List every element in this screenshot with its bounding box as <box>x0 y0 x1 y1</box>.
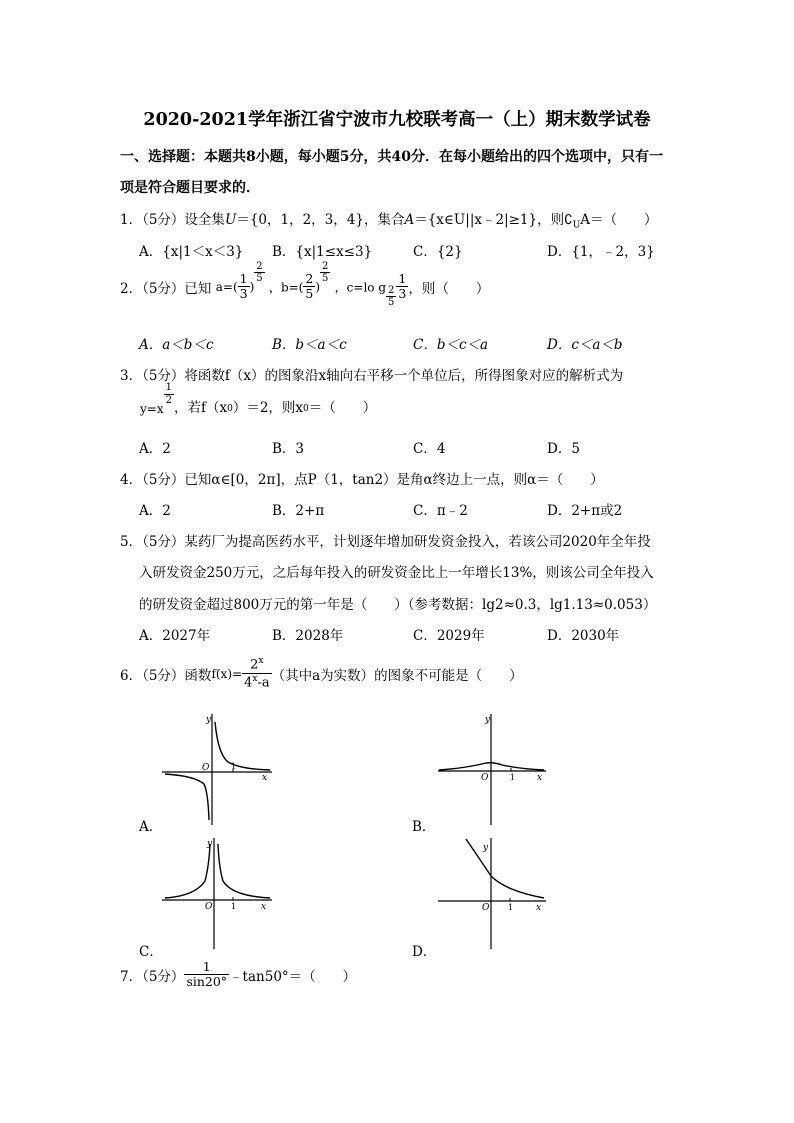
q6-label-c: C． <box>139 944 163 960</box>
graph-c <box>160 836 280 951</box>
q6-end: （其中a为实数）的图象不可能是（ ） <box>271 667 523 684</box>
q2-option-d: D．c＜a＜b <box>547 337 623 353</box>
q7-prefix: 7．（5分） <box>120 968 185 985</box>
q2-end: ，则（ ） <box>408 280 490 297</box>
graph-d-x-label: x <box>536 903 542 913</box>
question-6 <box>120 656 523 702</box>
question-5-line2: 入研发资金250万元，之后每年投入的研发资金比上一年增长13%，则该公司全年投入 <box>139 565 654 581</box>
q6-frac: $\frac{2^x}{4^x-a}$ <box>244 656 270 691</box>
graph-d <box>436 836 551 951</box>
question-3-line1: 3．（5分）将函数f（x）的图象沿x轴向右平移一个单位后，所得图象对应的解析式为 <box>120 368 624 384</box>
q2-b-exp: $\frac{2}{5}$ <box>322 260 329 285</box>
q3-option-b: B．3 <box>272 441 305 457</box>
graph-d-origin: O <box>482 903 490 913</box>
q2-a-lhs: a=( <box>215 279 238 294</box>
q2-a-frac: $\frac{1}{3}$ <box>239 271 248 302</box>
q1-setdef: ＝{x∈U||x﹣2|≥1}，则∁ <box>414 212 573 228</box>
graph-b-y-label: y <box>485 715 491 725</box>
graph-b-origin: O <box>481 773 489 783</box>
question-5-line1: 5．（5分）某药厂为提高医药水平，计划逐年增加研发资金投入，若该公司2020年全年投 <box>120 534 651 550</box>
section-header-line2: 项是符合题目要求的． <box>120 180 260 196</box>
q2-option-b: B．b＜a＜c <box>272 337 347 353</box>
q5-option-d: D．2030年 <box>547 628 620 644</box>
q2-c-base: $\frac{2}{5}$ <box>388 284 395 309</box>
question-1 <box>120 208 658 231</box>
q1-option-b: B．{x|1≤x≤3} <box>272 244 373 260</box>
q3-option-a: A．2 <box>139 441 171 457</box>
graph-b-tick: 1 <box>510 773 516 782</box>
q3-y-eq: y=x <box>140 402 164 416</box>
q5-option-b: B．2028年 <box>272 628 344 644</box>
q6-label-a: A． <box>139 819 163 835</box>
question-5-line3: 的研发资金超过800万元的第一年是（ ）（参考数据：lg2≈0.3，lg1.13≈0.053） <box>139 597 657 613</box>
graph-c-y-label: y <box>207 839 213 849</box>
q2-c-arg: $\frac{1}{3}$ <box>398 271 407 302</box>
q1-option-a: A．{x|1＜x＜3} <box>139 244 244 260</box>
q2-c-lhs: ，c=lo g <box>334 280 387 295</box>
q3-option-c: C．4 <box>413 441 446 457</box>
q1-prefix: 1．（5分）设全集 <box>120 212 225 228</box>
q1-option-c: C．{2} <box>413 244 463 260</box>
q2-a-exp: $\frac{2}{5}$ <box>256 260 263 285</box>
q2-b-lhs: ，b=( <box>268 280 304 295</box>
question-4: 4．（5分）已知α∈[0，2π]，点P（1，tan2）是角α终边上一点，则α＝（ ） <box>120 472 604 488</box>
graph-c-x-label: x <box>261 902 267 912</box>
graph-a <box>160 712 280 827</box>
q3-exp: $\frac{1}{2}$ <box>165 382 172 406</box>
q3-option-d: D．5 <box>547 441 580 457</box>
q6-label-b: B． <box>412 819 436 835</box>
q4-option-a: A．2 <box>139 503 171 519</box>
section-header-line1: 一、选择题：本题共8小题，每小题5分，共40分．在每小题给出的四个选项中，只有一 <box>120 149 663 165</box>
graph-b <box>436 712 551 827</box>
q6-label-d: D． <box>412 944 437 960</box>
q2-prefix: 2．（5分）已知 <box>120 280 212 297</box>
question-2: 2．（5分）已知 a=( $\frac{1}{3}$ ) $\frac{2}{5}$ ，b=( $\frac{2}{5}$ ) $\frac{2}{5}$ ，c=lo g $\frac{2}{5}$ $\frac{1}{3}$ ，则（ ） <box>120 260 490 309</box>
q2-option-a: A．a＜b＜c <box>139 337 214 353</box>
q6-prefix: 6．（5分）函数 <box>120 667 212 684</box>
q6-f-lhs: f(x)= <box>211 666 243 681</box>
graph-d-tick: 1 <box>508 903 514 912</box>
q3-line2: ，若f（x <box>173 400 228 416</box>
graph-a-origin: O <box>202 763 210 773</box>
q4-option-b: B．2+π <box>272 503 325 519</box>
q7-end: ﹣tan50°＝（ ） <box>229 968 357 985</box>
q1-text: ＝{0，1，2，3，4}，集合 <box>236 212 405 228</box>
q5-option-a: A．2027年 <box>139 628 211 644</box>
graph-c-tick: 1 <box>231 902 237 911</box>
q1-end: A＝（ ） <box>580 212 658 228</box>
q2-b-frac: $\frac{2}{5}$ <box>305 271 314 302</box>
graph-b-x-label: x <box>537 773 543 783</box>
graph-c-origin: O <box>205 902 213 912</box>
graph-a-y-label: y <box>206 715 212 725</box>
q5-option-c: C．2029年 <box>413 628 485 644</box>
question-3-line2: y=x $\frac{1}{2}$ ，若$f(x_0)=2$，则$x_0=$（ ） <box>140 382 377 416</box>
q1-A: A <box>404 212 415 228</box>
page-title: 2020-2021学年浙江省宁波市九校联考高一（上）期末数学试卷 <box>143 110 651 130</box>
q2-option-c: C．b＜c＜a <box>413 337 489 353</box>
graph-a-tick: 1 <box>231 762 237 771</box>
q4-option-c: C．π﹣2 <box>413 503 468 519</box>
question-7 <box>120 960 356 1000</box>
q1-U: U <box>224 212 237 228</box>
q1-sub: U <box>572 220 581 231</box>
q4-option-d: D．2+π或2 <box>547 503 623 519</box>
graph-d-y-label: y <box>483 843 489 853</box>
graph-a-x-label: x <box>262 773 268 783</box>
q1-option-d: D．{1，﹣2，3} <box>547 244 655 260</box>
q7-frac: $\frac{1}{\sin 20^\circ}$ <box>186 959 228 990</box>
